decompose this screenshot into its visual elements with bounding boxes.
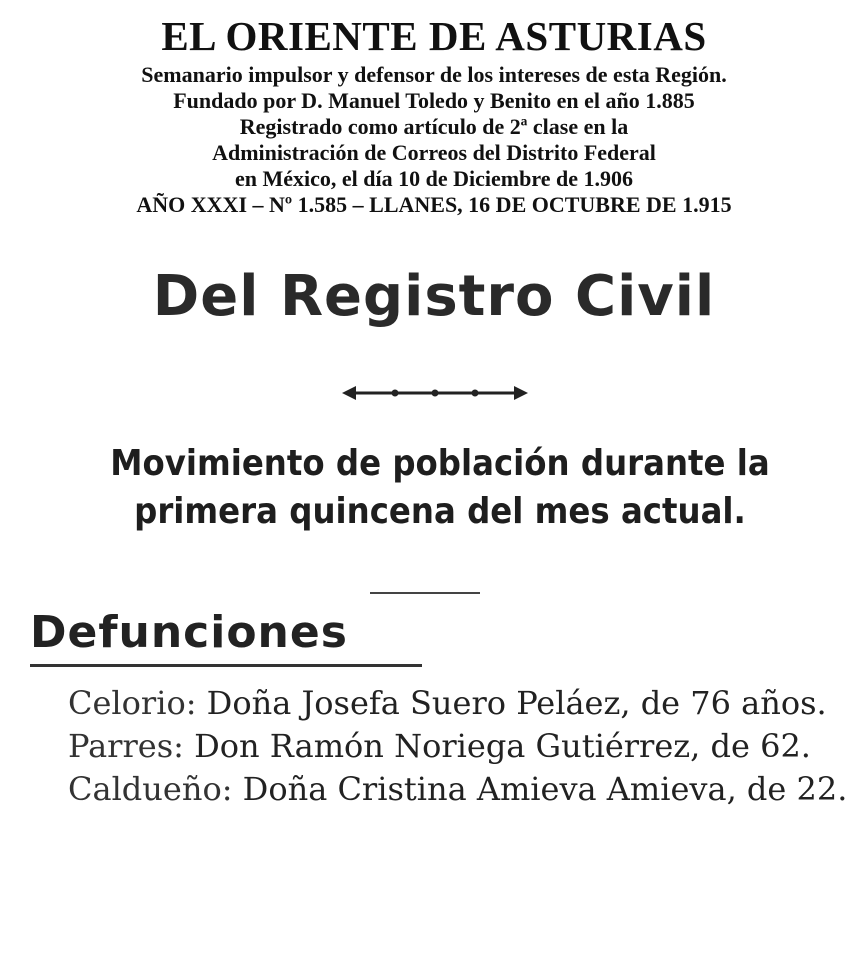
death-notices-list [22,682,852,811]
entry-place: Celorio: [68,684,197,722]
newspaper-title: EL ORIENTE DE ASTURIAS [161,13,707,59]
masthead-tagline: Semanario impulsor y defensor de los intereses de esta Región. [141,62,727,87]
masthead-registration-date: en México, el día 10 de Diciembre de 1.906 [235,166,633,191]
entry-text: Doña Cristina Amieva Amieva, de 22. [242,770,848,808]
article-subheading: Movimiento de población durante la primera quincena del mes actual. [110,443,770,532]
masthead [0,10,868,218]
article-heading: Del Registro Civil [152,264,716,329]
ornament-divider-icon [340,378,530,408]
masthead-founder: Fundado por D. Manuel Toledo y Benito en el año 1.885 [173,88,695,113]
list-item [22,725,852,768]
list-item [22,682,852,725]
entry-place: Caldueño: [68,770,233,808]
entry-place: Parres: [68,727,184,765]
masthead-registration: Registrado como artículo de 2ª clase en la [239,114,629,139]
entry-text: Don Ramón Noriega Gutiérrez, de 62. [194,727,811,765]
masthead-registration-office: Administración de Correos del Distrito Federal [212,140,656,165]
list-item [22,768,852,811]
short-divider [370,592,480,594]
entry-text: Doña Josefa Suero Peláez, de 76 años. [206,684,827,722]
masthead-issue-info: AÑO XXXI – Nº 1.585 – LLANES, 16 DE OCTUBRE DE 1.915 [136,192,732,217]
section-title-defunciones: Defunciones [30,607,348,658]
section-underline [30,664,422,667]
